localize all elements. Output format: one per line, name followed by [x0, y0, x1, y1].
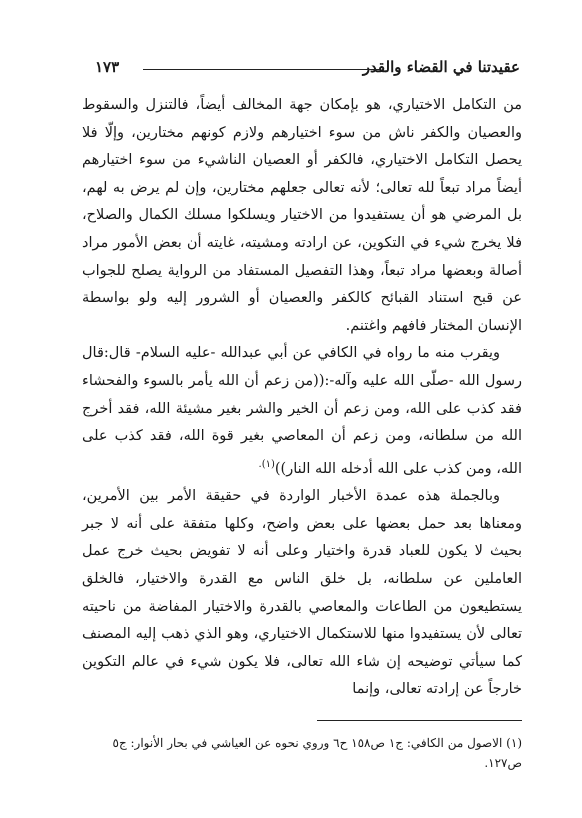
footnote: (١) الاصول من الكافي: ج١ ص١٥٨ ح٦ وروي نحوه عن العياشي في بحار الأنوار: ج٥ ص١٢٧. — [112, 736, 522, 770]
paragraph-3: وبالجملة هذه عمدة الأخبار الواردة في حقيقة الأمر بين الأمرين، ومعناها بعد حمل بعضها على بعض واضح، وكلها متفقة على أنه لا جبر بحيث لا يكون للعباد قدرة واختيار وعلى أنه لا تفويض بحيث خرج عمل العاملين عن سلطانه، بل خلق الناس مع القدرة والاختيار، فالخلق يستطيعون من الطاعات والمعاصي بالقدرة والاختيار المفاضة من ناحيته تعالى لأن يستفيدوا منها للاستكمال الاختياري، وهو الذي ذهب إليه المصنف كما سيأتي توضيحه إن شاء الله تعالى، فلا يكون شيء في عالم التكوين خارجاً عن إرادته تعالى، وإنما — [82, 488, 522, 698]
footnote-rule — [317, 720, 522, 721]
page-header — [95, 58, 520, 84]
page-number: ١٧٣ — [95, 58, 120, 76]
footnote-marker[interactable]: (١). — [258, 458, 275, 470]
running-title: عقيدتنا في القضاء والقدر — [362, 58, 520, 76]
body-text — [82, 92, 522, 704]
header-rule — [143, 69, 380, 70]
paragraph-1: من التكامل الاختياري، هو بإمكان جهة المخالف أيضاً، فالتنزل والسقوط والعصيان والكفر ناش من سوء اختيارهم ولازم كونهم مختارين، وإلّا فلا يحصل التكامل الاختياري، فالكفر أو العصيان الناشيء من سوء اختيارهم أيضاً مراد تبعاً لله تعالى؛ لأنه تعالى جعلهم مختارين، وإن لم يرض به لهم، بل المرضي هو أن يستفيدوا من الاختيار ويسلكوا مسلك الكمال والصلاح، فلا يخرج شيء في التكوين، عن ارادته ومشيته، غايته أن بعض الأمور مراد أصالة وبعضها مراد تبعاً، وهذا التفصيل المستفاد من الرواية يصلح للجواب عن قبح استناد القبائح كالكفر والعصيان أو الشرور إليه ولو بواسطة الإنسان المختار فافهم واغتنم. — [82, 97, 522, 334]
paragraph-2: ويقرب منه ما رواه في الكافي عن أبي عبدالله -عليه السلام- قال:قال رسول الله -صلّى الله عليه وآله-:((من زعم أن الله يأمر بالسوء والفحشاء فقد كذب على الله، ومن زعم أن الخير والشر بغير مشيئة الله، فقد أخرج الله من سلطانه، ومن زعم أن المعاصي بغير قوة الله، فقد كذب على الله، ومن كذب على الله أدخله الله النار))$^{(١).}$ — [82, 345, 522, 477]
